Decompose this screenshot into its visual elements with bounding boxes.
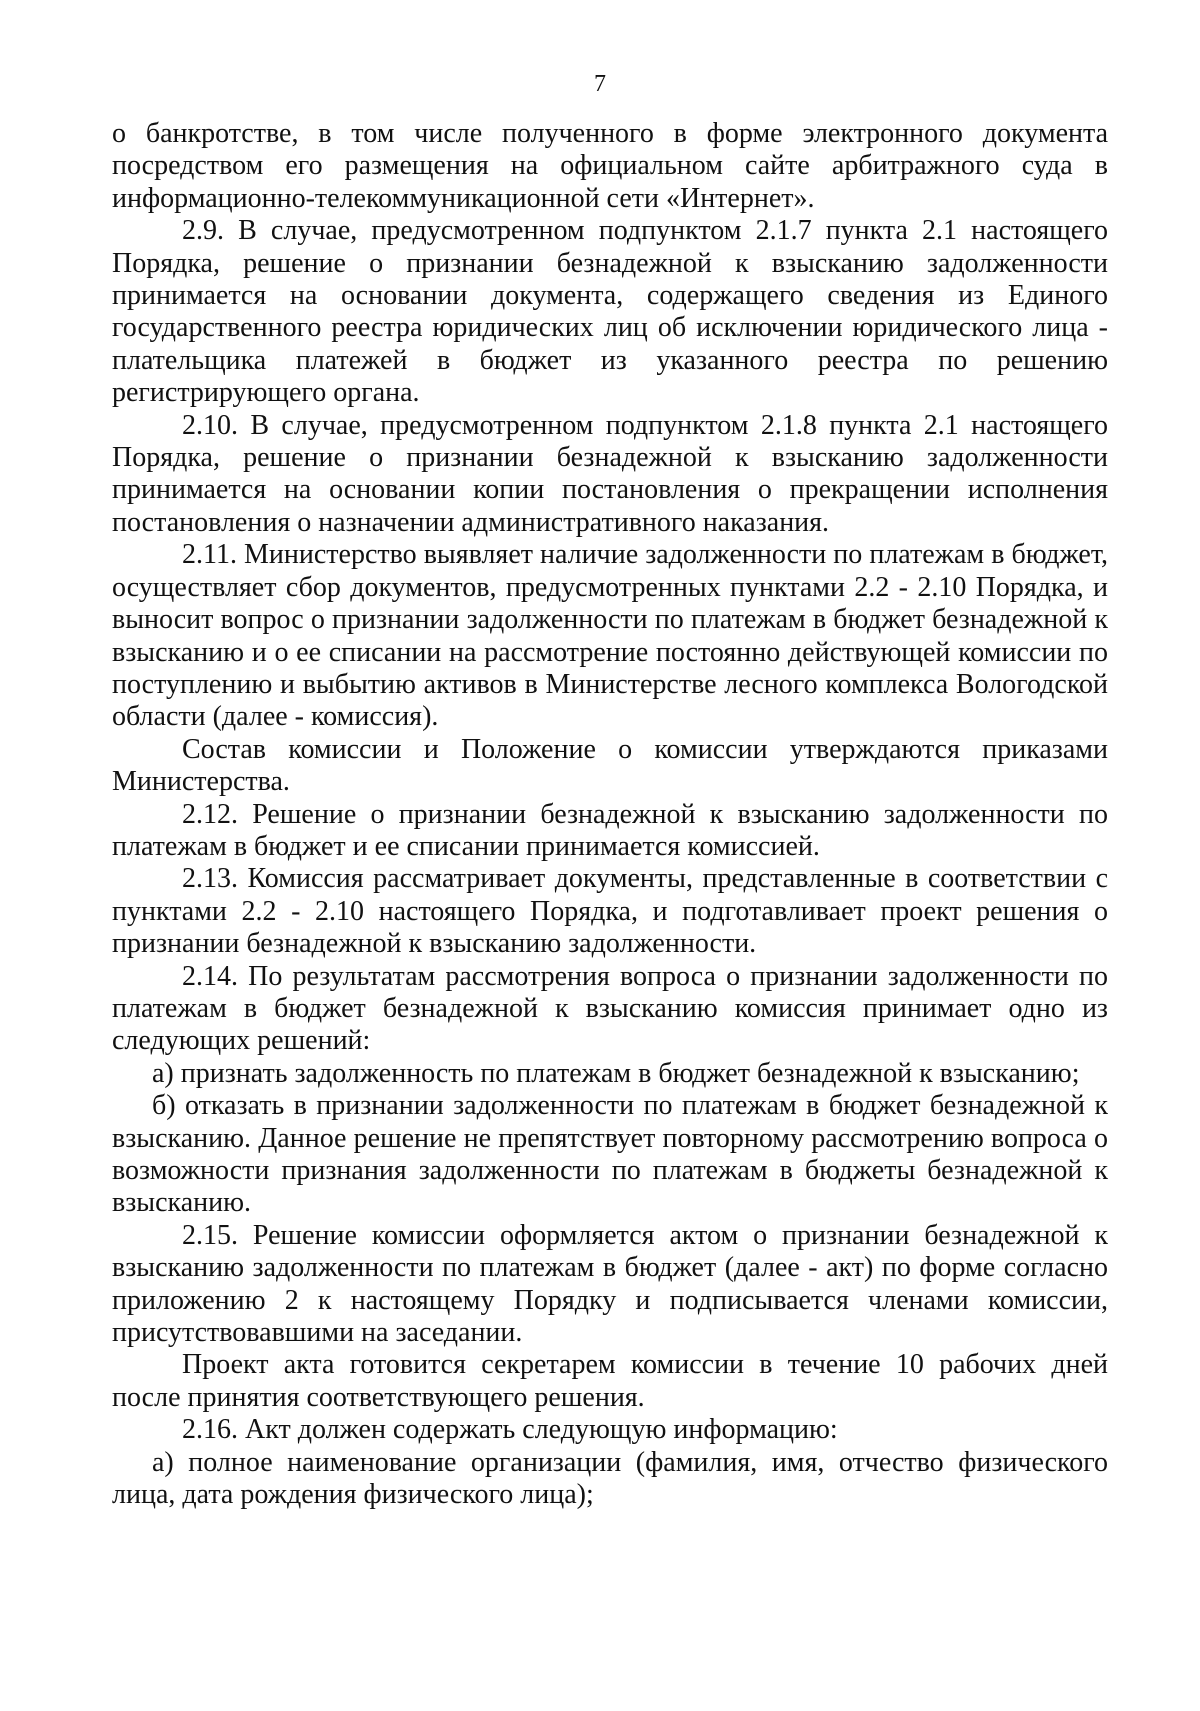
paragraph-2-13: 2.13. Комиссия рассматривает документы, представленные в соответствии с пунктами 2.2 - 2.10 настоящего Порядка, и подготавливает проект решения о признании безнадежной к взысканию задолженности. — [112, 863, 1108, 960]
paragraph-continuation: о банкротстве, в том числе полученного в форме электронного документа посредством его размещения на официальном сайте арбитражного суда в информационно-телекоммуникационной сети «Интернет». — [112, 118, 1108, 214]
paragraph-commission-composition: Состав комиссии и Положение о комиссии утверждаются приказами Министерства. — [112, 733, 1108, 798]
paragraph-2-16: 2.16. Акт должен содержать следующую информацию: — [182, 1414, 838, 1446]
paragraph-2-10: 2.10. В случае, предусмотренном подпунктом 2.1.8 пункта 2.1 настоящего Порядка, решение о признании безнадежной к взысканию задолженности принимается на основании копии постановления о прекращении исполнения постановления о назначении административного наказания. — [112, 409, 1108, 538]
paragraph-2-14: 2.14. По результатам рассмотрения вопроса о признании задолженности по платежам в бюджет безнадежной к взысканию комиссия принимает одно из следующих решений: — [112, 960, 1108, 1057]
paragraph-2-16-a: а) полное наименование организации (фамилия, имя, отчество физического лица, дата рождения физического лица); — [112, 1446, 1108, 1511]
page-number: 7 — [594, 71, 606, 97]
paragraph-2-12: 2.12. Решение о признании безнадежной к взысканию задолженности по платежам в бюджет и ее списании принимается комиссией. — [112, 798, 1108, 862]
paragraph-2-11: 2.11. Министерство выявляет наличие задолженности по платежам в бюджет, осуществляет сбор документов, предусмотренных пунктами 2.2 - 2.10 Порядка, и выносит вопрос о признании задолженности по платежам в бюджет безнадежной к взысканию и о ее списании на рассмотрение постоянно действующей комиссии по поступлению и выбытию активов в Министерстве лесного комплекса Вологодской области (далее - комиссия). — [112, 539, 1108, 733]
paragraph-2-14-b: б) отказать в признании задолженности по платежам в бюджет безнадежной к взысканию. Данное решение не препятствует повторному рассмотрению вопроса о возможности признания задолженности по платежам в бюджеты безнадежной к взысканию. — [112, 1090, 1108, 1219]
paragraph-2-15: 2.15. Решение комиссии оформляется актом о признании безнадежной к взысканию задолженности по платежам в бюджет (далее - акт) по форме согласно приложению 2 к настоящему Порядку и подписывается членами комиссии, присутствовавшими на заседании. — [112, 1219, 1108, 1349]
paragraph-act-draft: Проект акта готовится секретарем комиссии в течение 10 рабочих дней после принятия соответствующего решения. — [112, 1349, 1108, 1413]
document-body — [112, 118, 1108, 1511]
paragraph-2-14-a: а) признать задолженность по платежам в бюджет безнадежной к взысканию; — [152, 1057, 1080, 1089]
paragraph-2-9: 2.9. В случае, предусмотренном подпунктом 2.1.7 пункта 2.1 настоящего Порядка, решение о признании безнадежной к взысканию задолженности принимается на основании документа, содержащего сведения из Единого государственного реестра юридических лиц об исключении юридического лица - плательщика платежей в бюджет из указанного реестра по решению регистрирующего органа. — [112, 215, 1108, 409]
